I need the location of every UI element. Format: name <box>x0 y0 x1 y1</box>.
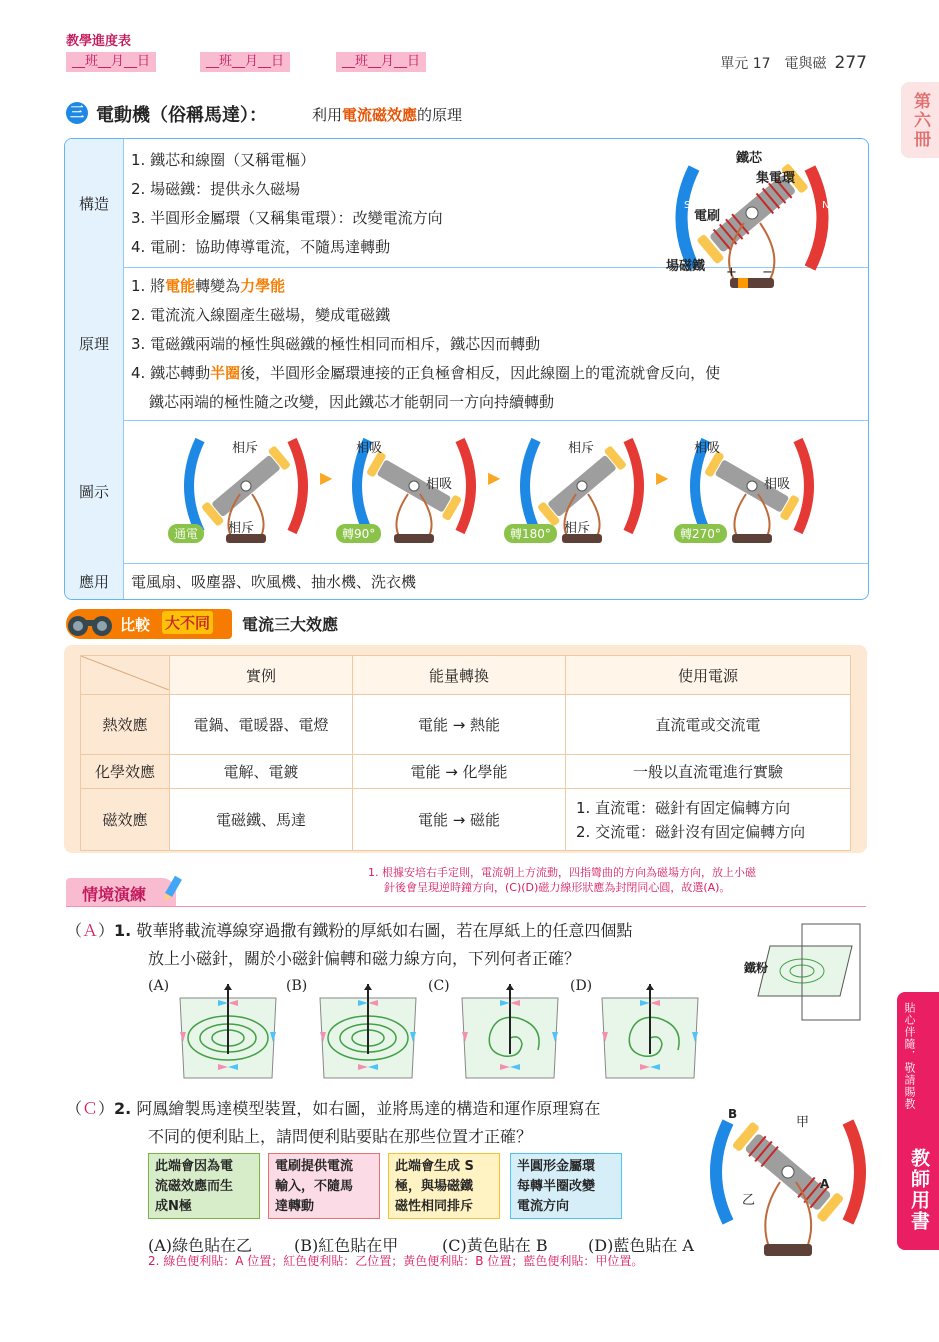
row-head: 構造 <box>65 139 124 267</box>
section-subtitle: 利用電流磁效應的原理 <box>312 106 463 124</box>
power-line: 2. 交流電：磁針沒有固定偏轉方向 <box>576 822 806 841</box>
sticky-line: 輸入，不隨馬 <box>275 1179 354 1194</box>
q1-line1: 敬華將載流導線穿過撒有鐵粉的厚紙如右圖，若在厚紙上的任意四個點 <box>136 921 633 940</box>
frame-label: 相斥 <box>232 441 259 456</box>
exercise-divider <box>66 906 866 907</box>
sticky-note <box>510 1153 622 1219</box>
row-application <box>65 563 868 599</box>
schedule-title: 教學進度表 <box>66 34 132 49</box>
volume-tab: 第六冊 <box>901 82 939 158</box>
row-head: 應用 <box>65 563 124 599</box>
side-tab-small: 貼心伴隨．敬請賜教 <box>903 1002 916 1110</box>
iron-filings-label: 鐵粉 <box>744 961 769 975</box>
label-core: 鐵芯 <box>736 151 763 166</box>
compass-panel <box>174 984 282 1080</box>
power-line: 1. 直流電：磁針有固定偏轉方向 <box>576 798 791 817</box>
principle-line: 1. 將電能轉變為力學能 <box>131 277 286 295</box>
answer-note-1: 1. 根據安培右手定則，電流朝上方流動，四指彎曲的方向為磁場方向，放上小磁 針後會呈現逆時鐘方向，(C)(D)磁力線形狀應為封閉同心圓，故選(A)。 <box>368 866 756 894</box>
row-head: 圖示 <box>65 420 124 563</box>
principle-line: 4. 鐵芯轉動半圈後，半圓形金屬環連接的正負極會相反，因此線圈上的電流就會反向，使 <box>131 364 721 382</box>
sticky-line: 流磁效應而生 <box>155 1179 234 1194</box>
sticky-note <box>148 1153 260 1219</box>
frame-arrow-icon: ▶ <box>320 468 333 487</box>
schedule-slot: __班__月__日 <box>200 52 290 72</box>
cell-power: 一般以直流電進行實驗 <box>566 755 851 789</box>
sticky-line: 電流方向 <box>517 1199 570 1214</box>
sticky-note <box>388 1153 500 1219</box>
page-number: 277 <box>834 53 867 73</box>
frame-tag: 轉90° <box>336 524 381 543</box>
cell-power: 直流電或交流電 <box>566 695 851 755</box>
q1-option-label: (C) <box>428 978 450 994</box>
q1-option-label: (B) <box>286 978 308 994</box>
sticky-line: 達轉動 <box>275 1199 315 1214</box>
application-text: 電風扇、吸塵器、吹風機、抽水機、洗衣機 <box>131 573 417 591</box>
principle-line: 3. 電磁鐵兩端的極性與磁鐵的極性相同而相斥，鐵芯因而轉動 <box>131 335 541 353</box>
q2-line1: 阿鳳繪製馬達模型裝置，如右圖，並將馬達的構造和運作原理寫在 <box>136 1099 601 1118</box>
frame-arrow-icon: ▶ <box>488 468 501 487</box>
cell-energy: 電能 → 化學能 <box>353 755 566 789</box>
cell-energy: 電能 → 熱能 <box>353 695 566 755</box>
question-1: （Ａ）1. 敬華將載流導線穿過撒有鐵粉的厚紙如右圖，若在厚紙上的任意四個點 <box>66 921 633 940</box>
cell-example: 電解、電鍍 <box>170 755 353 789</box>
answer-2: Ｃ <box>82 1099 99 1118</box>
label-plus: + <box>726 265 737 280</box>
schedule-slot: __班__月__日 <box>336 52 426 72</box>
sticky-line: 電刷提供電流 <box>275 1159 354 1174</box>
sticky-line: 成N極 <box>155 1199 192 1214</box>
schedule-slot: __班__月__日 <box>66 52 156 72</box>
cell-power <box>566 789 851 851</box>
frame-label: 相吸 <box>356 441 383 456</box>
section-title: 電動機（俗稱馬達）： <box>96 105 267 126</box>
frame-label: 相斥 <box>228 521 255 536</box>
principle-line: 鐵芯兩端的極性隨之改變，因此鐵芯才能朝同一方向持續轉動 <box>149 393 555 411</box>
q2-line2: 不同的便利貼上，請問便利貼要貼在那些位置才正確？ <box>148 1127 533 1146</box>
sticky-line: 半圓形金屬環 <box>517 1159 596 1174</box>
sticky-line: 此端會因為電 <box>155 1159 234 1174</box>
q2-choice: (A)綠色貼在乙 <box>148 1236 253 1255</box>
row-name: 熱效應 <box>81 695 170 755</box>
pole-s: S <box>684 200 691 211</box>
label-b: B <box>728 1107 738 1121</box>
corner-cell <box>81 656 170 695</box>
motor-structure-figure <box>664 148 840 290</box>
compare-table <box>80 655 851 851</box>
structure-line: 2. 場磁鐵：提供永久磁場 <box>131 180 301 198</box>
q2-choice: (D)藍色貼在 A <box>588 1236 694 1255</box>
pencil-icon <box>160 874 184 904</box>
row-principle <box>65 267 868 421</box>
compass-panel <box>456 984 564 1080</box>
answer-note-2: 2. 綠色便利貼：A 位置；紅色便利貼：乙位置；黃色便利貼：B 位置；藍色便利貼：甲位置。 <box>148 1254 644 1268</box>
frame-label: 相吸 <box>764 477 791 492</box>
label-a: A <box>820 1177 830 1191</box>
compare-badge-a: 比較 <box>120 616 151 634</box>
sticky-line: 極，與場磁鐵 <box>395 1179 474 1194</box>
row-head: 原理 <box>65 267 124 420</box>
principle-line: 2. 電流流入線圈產生磁場，變成電磁鐵 <box>131 306 391 324</box>
frame-label: 相吸 <box>426 477 453 492</box>
frame-tag: 轉180° <box>504 524 557 543</box>
q2-choice: (C)黃色貼在 B <box>442 1236 548 1255</box>
section-number: 三 <box>66 102 88 124</box>
rotation-diagram <box>174 426 854 556</box>
q1-option-label: (D) <box>570 978 593 994</box>
frame-label: 相斥 <box>568 441 595 456</box>
cell-example: 電磁鐵、馬達 <box>170 789 353 851</box>
row-name: 化學效應 <box>81 755 170 789</box>
q2-choice: (B)紅色貼在甲 <box>294 1236 399 1255</box>
label-yi: 乙 <box>742 1193 756 1208</box>
col-head: 能量轉換 <box>353 656 566 695</box>
q1-option-label: (A) <box>148 978 170 994</box>
frame-arrow-icon: ▶ <box>656 468 669 487</box>
question-2: （Ｃ）2. 阿鳳繪製馬達模型裝置，如右圖，並將馬達的構造和運作原理寫在 <box>66 1099 601 1118</box>
label-brush: 電刷 <box>694 209 721 224</box>
compass-panel <box>596 984 704 1080</box>
sticky-note <box>268 1153 380 1219</box>
label-ring: 集電環 <box>756 171 796 186</box>
binoculars-icon <box>64 612 116 638</box>
page-header <box>720 53 867 73</box>
q1-line2: 放上小磁針，關於小磁針偏轉和磁力線方向，下列何者正確？ <box>148 949 581 968</box>
cell-energy: 電能 → 磁能 <box>353 789 566 851</box>
compare-badge-b: 大不同 <box>162 611 213 634</box>
structure-line: 4. 電刷：協助傳導電流，不隨馬達轉動 <box>131 238 391 256</box>
frame-label: 相吸 <box>694 441 721 456</box>
label-jia: 甲 <box>796 1115 810 1130</box>
col-head: 實例 <box>170 656 353 695</box>
frame-label: 相斥 <box>564 521 591 536</box>
sticky-line: 每轉半圈改變 <box>517 1179 596 1194</box>
side-tab <box>897 992 939 1250</box>
answer-1: Ａ <box>82 921 99 940</box>
frame-tag: 通電 <box>168 524 204 543</box>
q1-figure <box>740 918 868 1030</box>
compare-title: 電流三大效應 <box>242 615 339 634</box>
pole-n: N <box>822 200 830 211</box>
compass-panel <box>314 984 422 1080</box>
side-tab-big: 教師用書 <box>908 1148 930 1232</box>
structure-line: 1. 鐵芯和線圈（又稱電樞） <box>131 151 316 169</box>
structure-line: 3. 半圓形金屬環（又稱集電環）：改變電流方向 <box>131 209 443 227</box>
col-head: 使用電源 <box>566 656 851 695</box>
frame-tag: 轉270° <box>674 524 727 543</box>
label-minus: − <box>762 265 773 280</box>
label-field-magnet: 場磁鐵 <box>666 259 706 274</box>
q2-motor-figure <box>702 1092 872 1264</box>
exercise-title: 情境演練 <box>82 885 147 904</box>
sticky-line: 此端會生成 S <box>395 1159 474 1174</box>
cell-example: 電鍋、電暖器、電燈 <box>170 695 353 755</box>
sticky-line: 磁性相同排斥 <box>395 1199 474 1214</box>
row-name: 磁效應 <box>81 789 170 851</box>
unit-label: 單元 17 電與磁 <box>720 56 827 72</box>
